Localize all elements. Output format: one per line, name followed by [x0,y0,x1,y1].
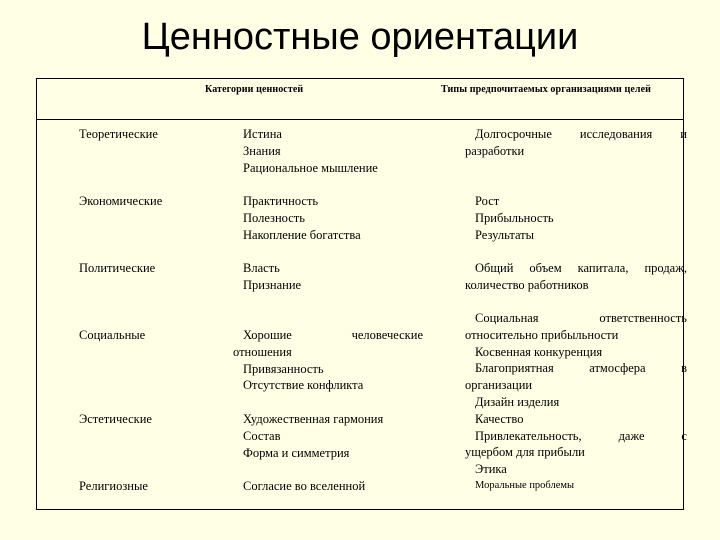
goals-economic [465,193,687,243]
category-economic: Экономические [79,194,163,208]
values-aesthetic [233,411,463,461]
goal-item: Качество [475,411,524,426]
goal-item: Привлекательность, даже с [475,428,687,443]
value-item: Состав [243,428,281,443]
value-item: Художественная гармония [243,412,384,426]
category-theoretical: Теоретические [79,127,158,141]
value-item: Хорошие человеческие [243,328,423,342]
value-item: Власть [243,261,280,275]
value-item: Рациональное мышление [243,160,378,175]
goal-item: Этика [475,462,507,476]
goal-item: количество работников [465,277,589,292]
goals-social [465,310,687,394]
value-item: Признание [243,277,302,292]
header-divider [37,119,683,120]
category-social: Социальные [79,328,146,342]
goal-item: Социальная ответственность [475,311,687,325]
value-item: Форма и симметрия [243,445,350,460]
goal-item: Прибыльность [475,210,554,225]
goal-item: Общий объем капитала, продаж, [475,261,687,275]
header-goals: Типы предпочитаемых организациями целей [441,84,651,95]
value-item: Истина [243,127,282,141]
value-item: Привязанность [243,361,324,376]
goal-item: относительно прибыльности [465,327,619,342]
goals-political [465,260,687,294]
category-religious: Религиозные [79,479,148,493]
goal-item: Моральные проблемы [475,479,575,491]
goal-item: Благоприятная атмосфера в [475,361,687,376]
goals-aesthetic [465,394,687,461]
goal-item: ущербом для прибыли [465,445,585,460]
value-item: Полезность [243,210,305,225]
value-item: Накопление богатства [243,227,361,242]
values-economic [233,193,463,243]
goal-item: Долгосрочные исследования и [475,127,687,141]
values-table [36,78,687,510]
value-item: отношения [233,344,292,359]
value-item: Практичность [243,194,319,208]
page-title: Ценностные ориентации [141,16,579,58]
values-social [233,327,463,394]
value-item: Знания [243,143,281,158]
values-political [233,260,463,294]
goal-item: Рост [475,194,500,208]
category-political: Политические [79,261,156,275]
goal-item: Дизайн изделия [475,395,560,409]
goals-religious [465,461,687,495]
values-theoretical [233,126,463,176]
goal-item: организации [465,378,533,393]
value-item: Согласие во вселенной [243,479,366,493]
category-aesthetic: Эстетические [79,412,152,426]
goal-item: Результаты [475,227,535,242]
goal-item: Косвенная конкуренция [475,344,603,359]
values-religious [233,478,463,495]
goal-item: разработки [465,143,525,158]
value-item: Отсутствие конфликта [243,378,364,393]
header-values: Категории ценностей [205,84,304,95]
goals-theoretical [465,126,687,160]
